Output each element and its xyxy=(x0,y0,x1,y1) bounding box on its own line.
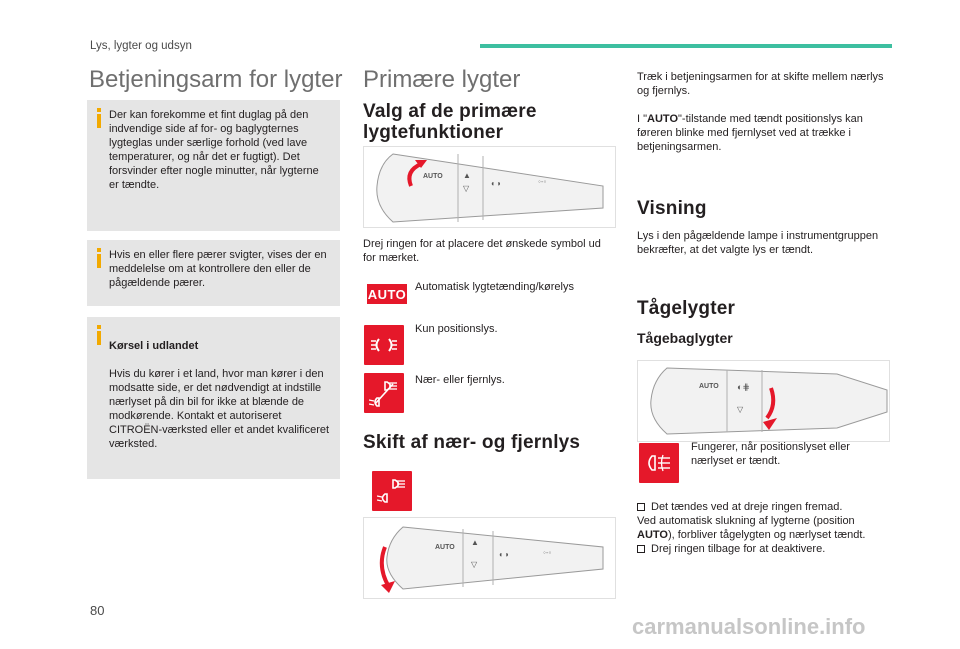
info-box-bulb xyxy=(87,240,340,306)
fog-step-1-text: Det tændes ved at dreje ringen fremad. xyxy=(651,501,843,513)
high-beam-icon xyxy=(372,471,412,511)
svg-text:▽: ▽ xyxy=(471,560,478,569)
fog-step-1b-pre: Ved automatisk slukning af lygterne (position xyxy=(637,515,855,527)
fog-step-1b-post: ), forbliver tågelygten og nærlyset tændt. xyxy=(667,529,866,541)
right-para2-bold: AUTO xyxy=(647,113,678,125)
option-auto: Automatisk lygtetænding/kørelys xyxy=(415,281,574,293)
svg-text:▽: ▽ xyxy=(737,405,744,414)
middle-title: Primære lygter xyxy=(363,66,521,93)
switch-title: Skift af nær- og fjernlys xyxy=(363,432,581,453)
rear-fog-icon xyxy=(639,443,679,483)
svg-text:AUTO: AUTO xyxy=(699,383,719,390)
info-text-condensation: Der kan forekomme et fint duglag på den indvendige side af for- og baglygternes lygteglas under særlige forhold (ved lave temperaturer, og når det er fugtigt). Det forsvinder efter nogle minutter, når lygterne er tændte. xyxy=(109,109,319,191)
right-para2 xyxy=(637,112,892,154)
section-header: Lys, lygter og udsyn xyxy=(90,40,192,52)
svg-text:◦-◦: ◦-◦ xyxy=(543,548,552,557)
fog-step-2-text: Drej ringen tilbage for at deaktivere. xyxy=(651,543,826,555)
info-box-abroad xyxy=(87,317,340,479)
bullet-icon xyxy=(637,503,645,511)
headlight-beam-icon xyxy=(364,373,404,413)
svg-text:▲: ▲ xyxy=(463,171,471,180)
svg-text:◐⋕: ◐⋕ xyxy=(737,382,750,392)
right-para2-post: "-tilstande med tændt positionslys kan føreren blinke med fjernlyset ved at trække i betjeningsarmen. xyxy=(637,113,863,153)
info-icon xyxy=(96,108,102,128)
rear-fog-body: Fungerer, når positionslyset eller nærlyset er tændt. xyxy=(691,441,850,467)
option-position: Kun positionslys. xyxy=(415,323,498,335)
info-abroad xyxy=(109,325,330,465)
fog-steps xyxy=(637,500,892,556)
beam-switch-illustration xyxy=(363,517,616,599)
rear-fog-title: Tågebaglygter xyxy=(637,330,733,346)
svg-text:◐◑: ◐◑ xyxy=(491,179,501,188)
option-beam: Nær- eller fjernlys. xyxy=(415,374,505,386)
left-title: Betjeningsarm for lygter xyxy=(89,66,343,93)
svg-text:AUTO: AUTO xyxy=(435,544,455,551)
light-stalk-illustration xyxy=(363,146,616,228)
fog-step-2 xyxy=(637,542,892,556)
fog-step-1b-bold: AUTO xyxy=(637,529,668,541)
middle-intro: Drej ringen for at placere det ønskede symbol ud for mærket. xyxy=(363,238,601,264)
right-para2-pre: I " xyxy=(637,113,648,125)
watermark: carmanualsonline.info xyxy=(632,614,866,639)
fog-step-1 xyxy=(637,500,892,514)
bullet-icon xyxy=(637,545,645,553)
info-abroad-body: Hvis du kører i et land, hvor man kører i den modsatte side, er det nødvendigt at indstille nærlyset på din bil for ikke at blænde de modkørende. Kontakt et autoriseret CITROËN-værksted eller et andet kvalificeret værksted. xyxy=(109,368,330,450)
info-box-condensation xyxy=(87,100,340,231)
info-icon xyxy=(96,248,102,268)
fog-title: Tågelygter xyxy=(637,298,736,319)
fog-step-1b xyxy=(637,514,892,542)
position-lights-icon xyxy=(364,325,404,365)
middle-subtitle: Valg af de primære lygtefunktioner xyxy=(363,101,537,143)
page-number: 80 xyxy=(90,603,105,618)
right-para1: Træk i betjeningsarmen for at skifte mellem nærlys og fjernlys. xyxy=(637,71,884,97)
stalk-auto-label: AUTO xyxy=(423,173,443,180)
info-abroad-title: Kørsel i udlandet xyxy=(109,340,199,352)
visning-title: Visning xyxy=(637,198,707,219)
svg-text:▲: ▲ xyxy=(471,538,479,547)
header-accent-bar xyxy=(480,44,892,48)
svg-text:◐◑: ◐◑ xyxy=(499,550,509,559)
svg-text:▽: ▽ xyxy=(463,184,470,193)
svg-text:◦-◦: ◦-◦ xyxy=(538,177,547,186)
auto-badge: AUTO xyxy=(367,284,407,304)
info-icon xyxy=(96,325,102,345)
visning-body: Lys i den pågældende lampe i instrumentgruppen bekræfter, at det valgte lys er tændt. xyxy=(637,230,879,256)
fog-stalk-illustration xyxy=(637,360,890,442)
info-text-bulb: Hvis en eller flere pærer svigter, vises der en meddelelse om at kontrollere den eller de pågældende pærer. xyxy=(109,249,327,289)
